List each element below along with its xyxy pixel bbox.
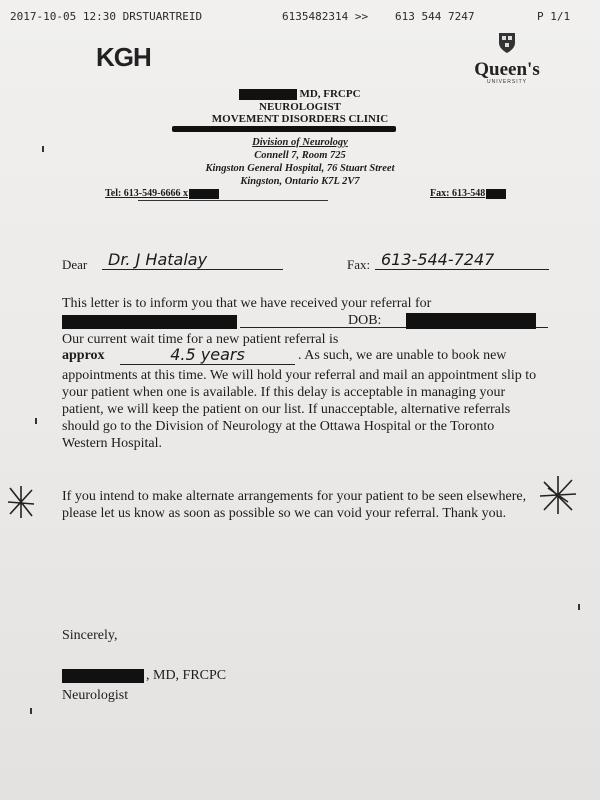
letterhead-name: MD, FRCPC	[0, 88, 600, 101]
fax-header	[0, 10, 600, 26]
contact-divider	[138, 200, 328, 201]
address-room: Connell 7, Room 725	[254, 150, 346, 161]
kgh-logo: KGH	[96, 42, 151, 72]
letterhead-clinic: MOVEMENT DISORDERS CLINIC	[211, 113, 389, 125]
approx-row	[62, 345, 562, 366]
patient-line	[62, 313, 582, 331]
redacted-fax-digits	[486, 189, 506, 199]
redacted-signature-name	[62, 669, 144, 683]
dear-label: Dear	[62, 257, 88, 272]
letterhead-tel: Tel: 613-549-6666 x	[105, 188, 219, 199]
alternate-paragraph: If you intend to make alternate arrangements for your patient to be seen elsewhere, please let us know as soon as possible so we can void your referral. Thank you.	[62, 489, 527, 521]
closing-sincerely: Sincerely,	[62, 628, 118, 643]
scan-mark	[30, 708, 32, 714]
approx-rest: . As such, we are unable to book new	[298, 348, 507, 363]
scan-mark	[35, 418, 37, 424]
dear-row	[62, 250, 208, 273]
dob-label: DOB:	[348, 313, 382, 328]
redacted-rule	[172, 126, 396, 132]
fax-from-number: 6135482314 >>	[282, 10, 369, 23]
intro-line: This letter is to inform you that we have received your referral for	[62, 296, 432, 311]
redacted-name	[239, 89, 297, 100]
scan-mark	[42, 146, 44, 152]
wait-time-line: Our current wait time for a new patient referral is	[62, 332, 339, 347]
queens-wordmark: Queen's	[474, 59, 540, 80]
dear-name-handwritten: Dr. J Hatalay	[102, 250, 283, 270]
fax-page-count: P 1/1	[537, 10, 571, 23]
fax-datetime: 2017-10-05 12:30 DRSTUARTREID	[10, 10, 203, 23]
address-city: Kingston, Ontario K7L 2V7	[240, 176, 360, 187]
main-paragraph: appointments at this time. We will hold your referral and mail an appointment slip to your patient when one is available. If this delay is acceptable in managing your patient, we will keep the patient on our list. If unacceptable, alternative referrals should go to the Division of Neurology at the Ottawa Hospital or the Toronto Western Hospital.	[62, 368, 537, 451]
approx-label: approx	[62, 348, 105, 363]
address-hospital: Kingston General Hospital, 76 Stuart Street	[205, 163, 395, 174]
fax-to-number: 613 544 7247	[395, 10, 475, 23]
signature-role: Neurologist	[62, 688, 129, 703]
address-division: Division of Neurology	[252, 137, 348, 148]
redacted-extension	[189, 189, 219, 199]
approx-wait-handwritten: 4.5 years	[120, 345, 295, 365]
fax-number-handwritten: 613-544-7247	[375, 250, 549, 270]
handwritten-star-icon	[6, 484, 36, 520]
queens-logo	[472, 32, 542, 85]
fax-row	[347, 250, 495, 273]
contact-row	[105, 188, 555, 204]
letterhead-specialty: NEUROLOGIST	[259, 101, 341, 113]
fax-label: Fax:	[347, 257, 371, 272]
queens-subtitle: UNIVERSITY	[486, 79, 527, 85]
letterhead-fax: Fax: 613-548	[430, 188, 506, 199]
signature-line: , MD, FRCPC	[62, 668, 226, 684]
redacted-dob	[406, 313, 536, 329]
redacted-patient-name	[62, 315, 237, 329]
crest-icon	[498, 32, 516, 54]
scan-mark	[578, 604, 580, 610]
handwritten-star-icon	[538, 474, 578, 516]
